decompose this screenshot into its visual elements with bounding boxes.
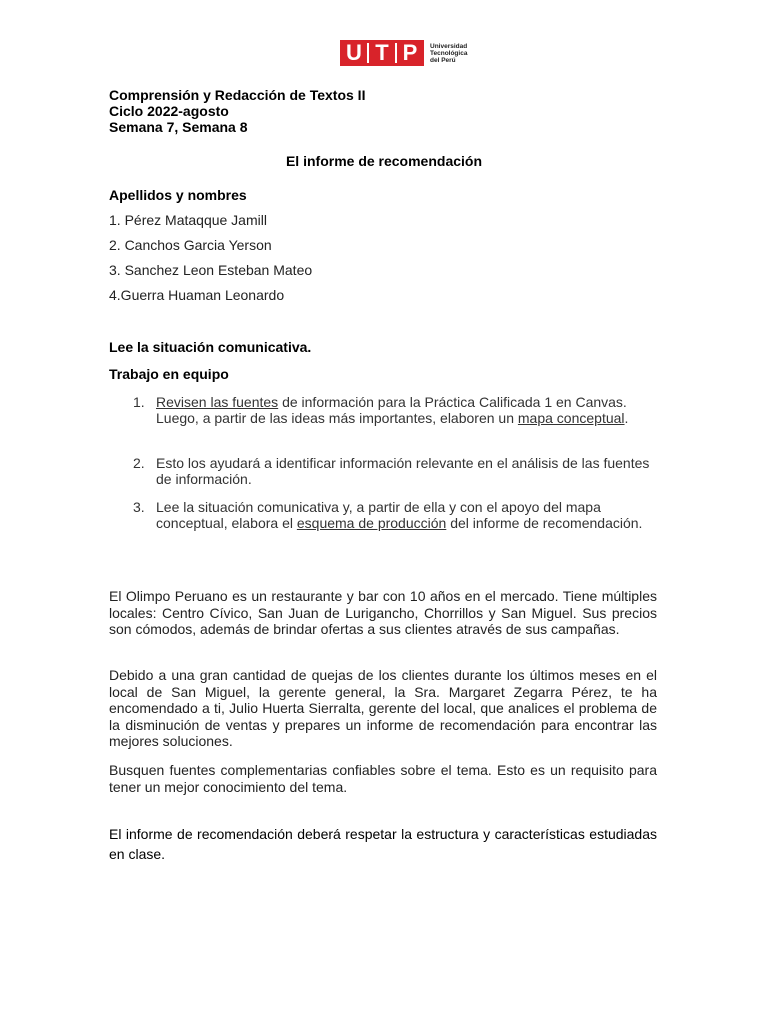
logo-line-1: Universidad bbox=[430, 42, 468, 50]
task-text-part: de información para la Práctica Calificada 1 en Canvas. Luego, a partir de las ideas más importantes, elaboren un bbox=[156, 394, 627, 426]
logo-line-2: Tecnológica bbox=[430, 49, 468, 57]
document-title: El informe de recomendación bbox=[285, 153, 483, 169]
weeks-label: Semana 7, Semana 8 bbox=[109, 119, 248, 135]
sources-link[interactable]: Revisen las fuentes bbox=[156, 394, 279, 410]
student-name-3: 3. Sanchez Leon Esteban Mateo bbox=[109, 262, 313, 278]
logo-line-3: del Perú bbox=[430, 56, 456, 64]
cycle-label: Ciclo 2022-agosto bbox=[109, 103, 229, 119]
production-outline-link[interactable]: esquema de producción bbox=[296, 515, 447, 531]
task-text: Esto los ayudará a identificar información relevante en el análisis de las fuentes de información. bbox=[156, 455, 650, 487]
task-item-1 bbox=[133, 394, 663, 426]
logo-letter-t: T bbox=[375, 40, 389, 65]
task-text-part: del informe de recomendación. bbox=[446, 515, 643, 531]
course-title: Comprensión y Redacción de Textos II bbox=[109, 87, 366, 103]
logo-wordmark bbox=[430, 43, 467, 64]
logo-letter-p: P bbox=[402, 40, 418, 65]
task-number: 1. bbox=[133, 394, 145, 410]
task-number: 3. bbox=[133, 499, 145, 515]
situation-paragraph-1: El Olimpo Peruano es un restaurante y bar con 10 años en el mercado. Tiene múltiples locales: Centro Cívico, San Juan de Lurigancho, Chorrillos y San Miguel. Sus precios son cómodos, además de brindar ofertas a sus clientes através de sus campañas. bbox=[109, 588, 657, 637]
logo-separator bbox=[395, 43, 397, 63]
student-name-1: 1. Pérez Mataqque Jamill bbox=[109, 212, 267, 228]
closing-paragraph: El informe de recomendación deberá respetar la estructura y características estudiadas en clase. bbox=[109, 826, 657, 862]
instruction-heading: Lee la situación comunicativa. bbox=[109, 339, 312, 355]
task-number: 2. bbox=[133, 455, 145, 471]
concept-map-link[interactable]: mapa conceptual bbox=[517, 410, 625, 426]
logo-mark bbox=[340, 40, 424, 66]
task-text-part: . bbox=[624, 410, 629, 426]
task-item-3 bbox=[133, 499, 663, 531]
task-item-2 bbox=[133, 455, 663, 487]
logo-letter-u: U bbox=[346, 40, 362, 65]
task-text-part: Lee la situación comunicativa y, a partir de ella y con el apoyo del mapa conceptual, elabora el bbox=[156, 499, 601, 531]
situation-paragraph-3: Busquen fuentes complementarias confiables sobre el tema. Esto es un requisito para tener un mejor conocimiento del tema. bbox=[109, 762, 657, 795]
utp-logo bbox=[340, 40, 467, 66]
task-text bbox=[156, 499, 663, 531]
task-text bbox=[156, 394, 663, 426]
logo-separator bbox=[367, 43, 369, 63]
situation-paragraph-2: Debido a una gran cantidad de quejas de los clientes durante los últimos meses en el local de San Miguel, la gerente general, la Sra. Margaret Zegarra Pérez, te ha encomendado a ti, Julio Huerta Sierralta, gerente del local, que analices el problema de la disminución de ventas y prepares un informe de recomendación para encontrar las mejores soluciones. bbox=[109, 667, 657, 749]
names-heading: Apellidos y nombres bbox=[109, 187, 247, 203]
student-name-4: 4.Guerra Huaman Leonardo bbox=[109, 287, 285, 303]
team-heading: Trabajo en equipo bbox=[109, 366, 229, 382]
student-name-2: 2. Canchos Garcia Yerson bbox=[109, 237, 272, 253]
